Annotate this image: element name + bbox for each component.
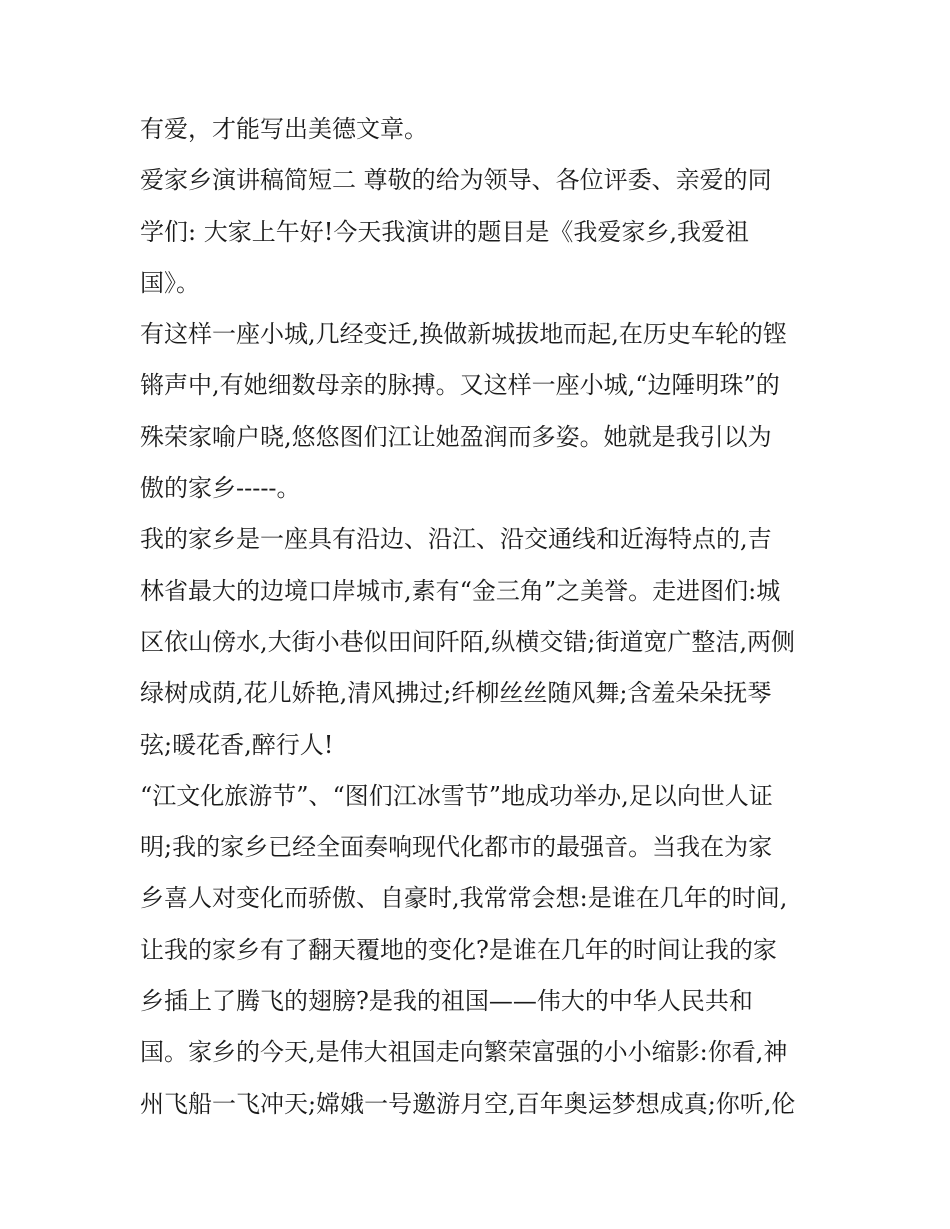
text-line: 让我的家乡有了翻天覆地的变化?是谁在几年的时间让我的家 [140, 935, 777, 964]
text-line: 有爱，才能写出美德文章。 [140, 115, 428, 143]
text-line: 乡插上了腾飞的翅膀?是我的祖国——伟大的中华人民共和 [140, 987, 753, 1016]
text-line: 林省最大的边境口岸城市,素有“金三角”之美誉。走进图们:城 [140, 576, 781, 605]
text-line: 弦;暖花香,醉行人! [140, 730, 334, 759]
text-line: 爱家乡演讲稿简短二 尊敬的给为领导、各位评委、亲爱的同 [140, 166, 772, 195]
text-line: 绿树成荫,花儿娇艳,清风拂过;纤柳丝丝随风舞;含羞朵朵抚琴 [140, 679, 772, 708]
text-line: 区依山傍水,大街小巷似田间阡陌,纵横交错;街道宽广整洁,两侧 [140, 627, 795, 656]
text-line: 明;我的家乡已经全面奏响现代化都市的最强音。当我在为家 [140, 833, 773, 862]
text-line: 乡喜人对变化而骄傲、自豪时,我常常会想:是谁在几年的时间, [140, 884, 788, 913]
document-body [140, 104, 820, 1130]
text-line: 傲的家乡-----。 [140, 474, 301, 503]
text-line: 州飞船一飞冲天;嫦娥一号邀游月空,百年奥运梦想成真;你听,伦 [140, 1089, 796, 1118]
text-line: 有这样一座小城,几经变迁,换做新城拔地而起,在历史车轮的铿 [140, 320, 787, 349]
text-line: 锵声中,有她细数母亲的脉搏。又这样一座小城,“边陲明珠”的 [140, 371, 780, 400]
text-line: 我的家乡是一座具有沿边、沿江、沿交通线和近海特点的,吉 [140, 525, 772, 554]
text-line: “江文化旅游节”、“图们江冰雪节”地成功举办,足以向世人证 [140, 781, 773, 810]
text-line: 殊荣家喻户晓,悠悠图们江让她盈润而多姿。她就是我引以为 [140, 422, 772, 451]
text-line: 国》。 [140, 268, 200, 297]
text-line: 学们: 大家上午好!今天我演讲的题目是《我爱家乡,我爱祖 [140, 217, 749, 246]
text-line: 国。家乡的今天,是伟大祖国走向繁荣富强的小小缩影:你看,神 [140, 1038, 788, 1067]
